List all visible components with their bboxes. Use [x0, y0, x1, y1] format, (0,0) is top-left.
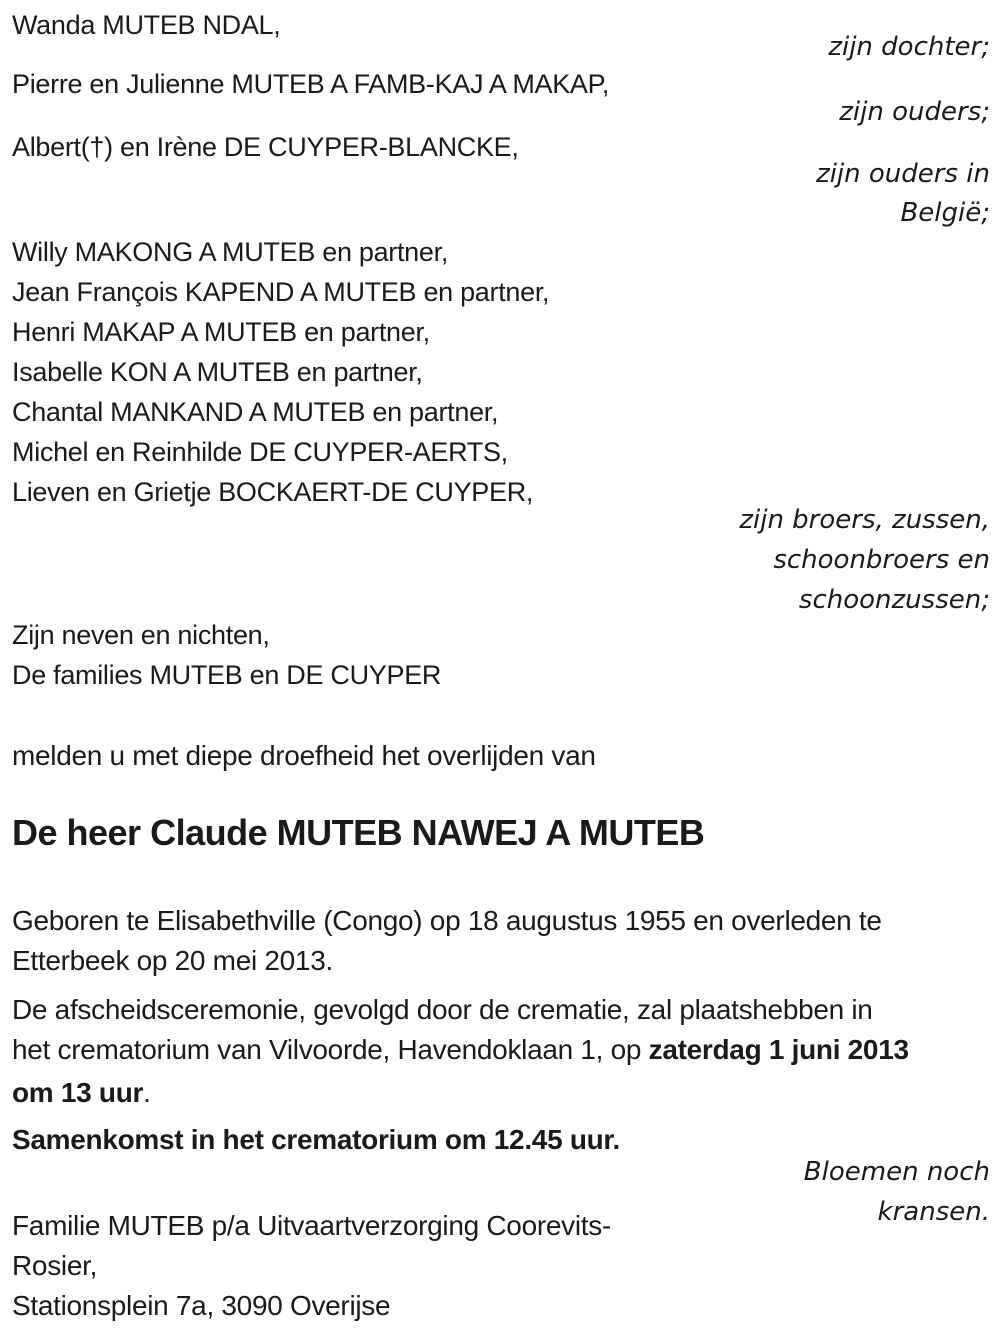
birth-death-line: Etterbeek op 20 mei 2013. [12, 945, 333, 976]
mourner-name-line: Zijn neven en nichten, [12, 620, 270, 650]
mourner-name-line: Lieven en Grietje BOCKAERT-DE CUYPER, [12, 477, 534, 507]
mourner-name-line: De families MUTEB en DE CUYPER [12, 660, 442, 690]
ceremony-line [12, 993, 873, 1027]
ceremony-text: het crematorium van Vilvoorde, Havendoklaan 1, op [12, 1034, 649, 1065]
address-line: Rosier, [12, 1250, 98, 1281]
mourner-name-line: Wanda MUTEB NDAL, [12, 10, 281, 40]
mourner-name-line: Henri MAKAP A MUTEB en partner, [12, 317, 430, 347]
relation-label: zijn ouders in [816, 159, 990, 189]
ceremony-line [12, 1033, 909, 1067]
relation-label: zijn dochter; [828, 32, 990, 62]
ceremony-line [12, 1076, 151, 1110]
relation-label: schoonzussen; [798, 585, 990, 615]
mourner-name-line: Chantal MANKAND A MUTEB en partner, [12, 397, 499, 427]
mourner-name-line: Pierre en Julienne MUTEB A FAMB-KAJ A MAKAP, [12, 69, 610, 99]
address-line: Familie MUTEB p/a Uitvaartverzorging Coorevits- [12, 1210, 611, 1241]
ceremony-text: . [143, 1077, 151, 1108]
ceremony-time-bold: om 13 uur [12, 1077, 144, 1108]
ceremony-date-bold: zaterdag 1 juni 2013 [648, 1034, 909, 1065]
relation-label: schoonbroers en [773, 545, 990, 575]
ceremony-text: De afscheidsceremonie, gevolgd door de crematie, zal plaatshebben in [12, 994, 873, 1025]
relation-label: zijn broers, zussen, [739, 505, 990, 535]
mourner-name-line: Isabelle KON A MUTEB en partner, [12, 357, 423, 387]
flowers-note-line: kransen. [877, 1197, 990, 1227]
mourner-name-line: Jean François KAPEND A MUTEB en partner, [12, 277, 550, 307]
mourner-name-line: Albert(†) en Irène DE CUYPER-BLANCKE, [12, 132, 519, 162]
relation-label: België; [900, 198, 990, 228]
relation-label: zijn ouders; [839, 97, 990, 127]
flowers-note-line: Bloemen noch [803, 1157, 990, 1187]
mourner-name-line: Willy MAKONG A MUTEB en partner, [12, 237, 449, 267]
address-line: Stationsplein 7a, 3090 Overijse [12, 1290, 391, 1321]
birth-death-line: Geboren te Elisabethville (Congo) op 18 augustus 1955 en overleden te [12, 905, 882, 936]
announcement-line: melden u met diepe droefheid het overlijden van [12, 740, 596, 771]
deceased-name-title: De heer Claude MUTEB NAWEJ A MUTEB [12, 812, 705, 853]
gathering-line: Samenkomst in het crematorium om 12.45 uur. [12, 1124, 620, 1155]
mourner-name-line: Michel en Reinhilde DE CUYPER-AERTS, [12, 437, 508, 467]
